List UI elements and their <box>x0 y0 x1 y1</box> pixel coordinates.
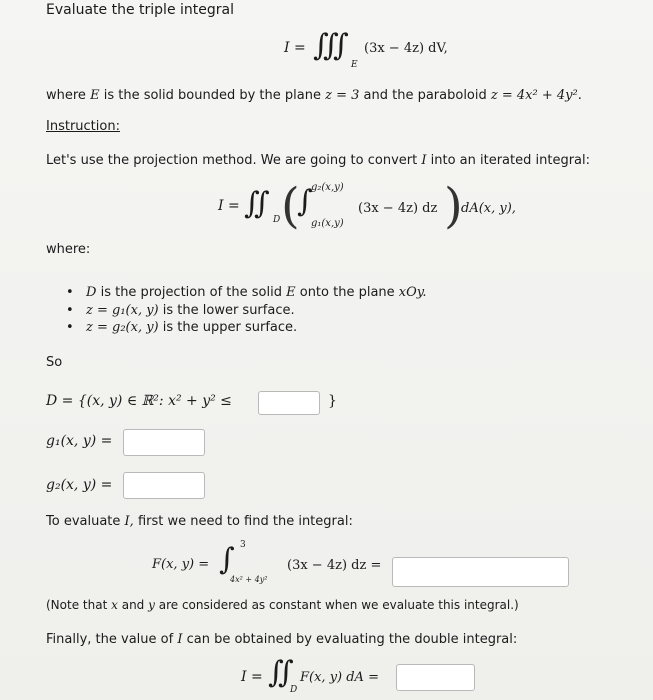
integral2-lower-limit: g₁(x,y) <box>311 218 344 229</box>
integral3-lhs: I = <box>241 669 263 685</box>
where-text: where E is the solid bounded by the plane z = 3 and the paraboloid z = 4x² + 4y². <box>46 88 582 103</box>
inner-integral-symbol: ∫ <box>297 184 313 219</box>
finally-text: Finally, the value of I can be obtained by evaluating the double integral: <box>46 632 518 647</box>
bullet-3: z = g₂(x, y) is the upper surface. <box>86 320 298 335</box>
double-integral-symbol: ∬ <box>244 186 270 221</box>
integral1-lhs: I = <box>284 40 306 56</box>
integral3-integrand: F(x, y) dA = <box>300 670 379 685</box>
integral2-integrand: (3x − 4z) dz <box>358 201 438 216</box>
F-answer-input[interactable] <box>392 557 569 587</box>
g1-label: g₁(x, y) = <box>46 433 113 449</box>
F-integrand: (3x − 4z) dz = <box>287 558 382 573</box>
g2-label: g₂(x, y) = <box>46 477 113 493</box>
integral2-region: D <box>273 215 281 225</box>
D-definition: D = {(x, y) ∈ ℝ²: x² + y² ≤ <box>46 393 232 409</box>
g1-input[interactable] <box>123 429 205 456</box>
note-text: (Note that x and y are considered as constant when we evaluate this integral.) <box>46 598 519 612</box>
bullet-2: z = g₁(x, y) is the lower surface. <box>86 303 295 318</box>
where-label: where: <box>46 242 91 257</box>
instruction-text: Let's use the projection method. We are going to convert I into an iterated integral: <box>46 153 590 168</box>
integral2-upper-limit: g₂(x,y) <box>311 182 344 193</box>
D-close-brace: } <box>328 393 337 409</box>
F-integral-symbol: ∫ <box>219 542 235 577</box>
final-double-integral-symbol: ∬ <box>268 655 294 690</box>
left-paren: ( <box>281 178 300 234</box>
integral1-region: E <box>351 60 358 70</box>
F-lhs: F(x, y) = <box>152 557 210 572</box>
final-answer-input[interactable] <box>396 664 475 691</box>
problem-title: Evaluate the triple integral <box>46 2 234 18</box>
integral1-integrand: (3x − 4z) dV, <box>364 41 448 56</box>
integral2-lhs: I = <box>218 198 240 214</box>
bullet-dot: • <box>66 285 74 300</box>
so-label: So <box>46 355 63 370</box>
bullet-dot: • <box>66 303 74 318</box>
evaluate-text: To evaluate I, first we need to find the integral: <box>46 514 353 529</box>
bullet-1: D is the projection of the solid E onto the plane xOy. <box>86 285 427 300</box>
g2-input[interactable] <box>123 472 205 499</box>
D-bound-input[interactable] <box>258 391 320 415</box>
integral2-dA: dA(x, y), <box>461 201 516 216</box>
F-lower-limit: 4x² + 4y² <box>230 575 268 584</box>
instruction-heading: Instruction: <box>46 119 120 134</box>
right-paren: ) <box>444 178 463 234</box>
triple-integral-symbol: ∭ <box>313 28 349 63</box>
bullet-dot: • <box>66 320 74 335</box>
integral3-region: D <box>290 685 298 695</box>
F-upper-limit: 3 <box>240 540 246 550</box>
